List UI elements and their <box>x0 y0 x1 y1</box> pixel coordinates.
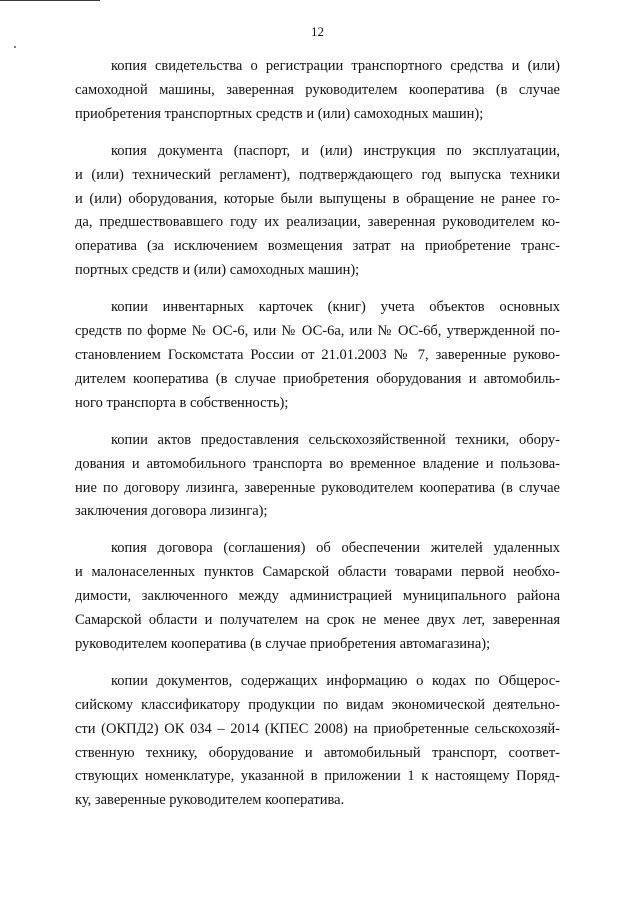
text-line: самоходной машины, заверенная руководителем кооператива (в случае <box>75 81 560 98</box>
text-line: копии инвентарных карточек (книг) учета объектов основных <box>111 299 560 316</box>
text-line: копия свидетельства о регистрации транспортного средства и (или) <box>111 58 560 74</box>
text-line: ние по договору лизинга, заверенные руководителем кооператива (в случае <box>75 479 560 496</box>
text-line: Самарской области и получателем на срок не менее двух лет, заверенная <box>75 612 560 629</box>
text-line: копии документов, содержащих информацию о кодах по Общерос- <box>111 672 560 689</box>
page-number: 12 <box>311 24 324 39</box>
text-line: средств по форме № ОС-6, или № ОС-6а, или № ОС-6б, утвержденной по- <box>75 323 560 340</box>
text-line: димости, заключенного между администрацией муниципального района <box>75 588 560 605</box>
text-line: портных средств и (или) самоходных машин); <box>75 262 360 279</box>
text-line: и (или) технический регламент), подтверждающего год выпуска техники <box>75 166 560 183</box>
text-line: копия документа (паспорт, и (или) инструкция по эксплуатации, <box>111 142 560 159</box>
paragraph <box>75 140 560 283</box>
text-line: и (или) оборудования, которые были выпущены в обращение не ранее го- <box>75 190 560 207</box>
text-line: руководителем кооператива (в случае приобретения автомагазина); <box>75 635 491 652</box>
text-line: копии актов предоставления сельскохозяйственной техники, обору- <box>111 431 560 448</box>
text-line: и малонаселенных пунктов Самарской области товарами первой необхо- <box>75 564 560 581</box>
text-line: дителем кооператива (в случае приобретения оборудования и автомобиль- <box>75 370 560 387</box>
text-line: приобретения транспортных средств и (или) самоходных машин); <box>75 105 484 122</box>
text-line: дования и автомобильного транспорта во временное владение и пользова- <box>75 455 560 472</box>
text-line: сти (ОКПД2) ОК 034 – 2014 (КПЕС 2008) на приобретенные сельскохозяй- <box>75 720 560 737</box>
paragraph <box>75 55 560 127</box>
text-line: заключения договора лизинга); <box>75 503 268 520</box>
paragraph <box>75 537 560 657</box>
text-line: оператива (за исключением возмещения затрат на приобретение транс- <box>75 238 560 255</box>
text-line: ного транспорта в собственность); <box>75 394 289 411</box>
paragraph <box>75 670 560 813</box>
scan-speck <box>14 46 16 48</box>
text-line: ствующих номенклатуре, указанной в приложении 1 к настоящему Поряд- <box>75 768 560 785</box>
text-line: ку, заверенные руководителем кооператива. <box>75 792 345 809</box>
text-line: да, предшествовавшего году их реализации, заверенная руководителем ко- <box>75 214 560 231</box>
text-line: копия договора (соглашения) об обеспечении жителей удаленных <box>111 540 560 557</box>
text-line: ственную технику, оборудование и автомобильный транспорт, соответ- <box>75 744 560 761</box>
scan-edge-line <box>0 0 100 1</box>
document-body <box>75 55 560 826</box>
paragraph <box>75 429 560 525</box>
paragraph <box>75 296 560 416</box>
text-line: становлением Госкомстата России от 21.01.2003 № 7, заверенные руково- <box>75 346 560 363</box>
text-line: сийскому классификатору продукции по видам экономической деятельно- <box>75 696 560 713</box>
